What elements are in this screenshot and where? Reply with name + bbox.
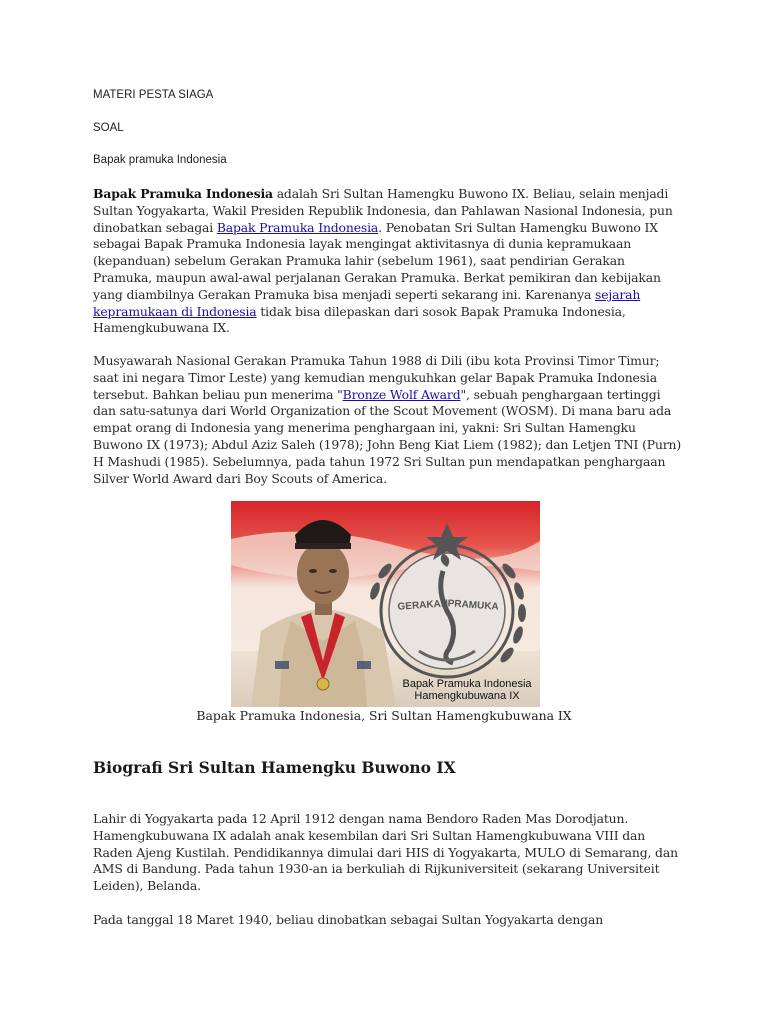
overlay-line-2: Hamengkubuwana IX [414,690,520,702]
overlay-line-1: Bapak Pramuka Indonesia [402,678,532,690]
bold-term: Bapak Pramuka Indonesia [93,186,273,201]
paragraph-musyawarah [93,353,683,487]
logo-text-gerakan: GERAKAN [397,598,449,613]
link-bapak-pramuka[interactable]: Bapak Pramuka Indonesia [216,219,379,235]
paragraph-coronation: Pada tanggal 18 Maret 1940, beliau dinobatkan sebagai Sultan Yogyakarta dengan [93,912,604,927]
logo-text-pramuka: PRAMUKA [447,598,500,613]
musyawarah-text-2: ", sebuah penghargaan tertinggi dan satu-satunya dari World Organization of the Scout Movement (WOSM). Di mana baru ada empat orang di Indonesia yang menerima penghargaan ini, yakni: Sri Sultan Hamengku Buwono IX (1973); Abdul Aziz Saleh (1978); John Beng Kiat Liem (1982); dan Letjen TNI (Purn) H Mashudi (1985). Sebelumnya, pada tahun 1972 Sri Sultan pun mendapatkan penghargaan Silver World Award dari Boy Scouts of America. [93,386,682,486]
heading-soal: SOAL [93,122,124,134]
heading-topic: Bapak pramuka Indonesia [93,154,227,166]
musyawarah-text-1: Musyawarah Nasional Gerakan Pramuka Tahun 1988 di Dili (ibu kota Provinsi Timor Timur; saat ini negara Timor Leste) yang kemudian mengukuhkan gelar Bapak Pramuka Indonesia tersebut. Bahkan beliau pun menerima " [93,353,660,402]
section-title: Biografi Sri Sultan Hamengku Buwono IX [93,758,456,777]
intro-text-2: . Penobatan Sri Sultan Hamengku Buwono IX sebagai Bapak Pramuka Indonesia layak mengingat aktivitasnya di dunia kepramukaan (kepanduan) sebelum Gerakan Pramuka lahir (sebelum 1961), saat pendirian Gerakan Pramuka, maupun awal-awal perjalanan Gerakan Pramuka. Berkat pemikiran dan kebijakan yang diambilnya Gerakan Pramuka bisa menjadi seperti sekarang ini. Karenanya [93,219,661,302]
figure-caption: Bapak Pramuka Indonesia, Sri Sultan Hamengkubuwana IX [196,708,572,723]
paragraph-intro [93,186,683,337]
intro-text-1: adalah Sri Sultan Hamengku Buwono IX. Beliau, selain menjadi Sultan Yogyakarta, Wakil Presiden Republik Indonesia, dan Pahlawan Nasional Indonesia, pun dinobatkan sebagai [93,186,673,235]
paragraph-biography: Lahir di Yogyakarta pada 12 April 1912 dengan nama Bendoro Raden Mas Dorodjatun. Hamengkubuwana IX adalah anak kesembilan dari Sri Sultan Hamengkubuwana VIII dan Raden Ajeng Kustilah. Pendidikannya dimulai dari HIS di Yogyakarta, MULO di Semarang, dan AMS di Bandung. Pada tahun 1930-an ia berkuliah di Rijkuniversiteit (sekarang Universiteit Leiden), Belanda. [93,811,678,894]
figure-image [231,501,540,707]
portrait-logo-image [231,501,540,707]
intro-text-3: tidak bisa dilepaskan dari sosok Bapak Pramuka Indonesia, Hamengkubuwana IX. [93,303,626,336]
link-bronze-wolf[interactable]: Bronze Wolf Award [342,386,461,402]
link-sejarah-kepramukaan[interactable]: sejarah kepramukaan di Indonesia [93,286,641,319]
heading-materi: MATERI PESTA SIAGA [93,89,214,101]
